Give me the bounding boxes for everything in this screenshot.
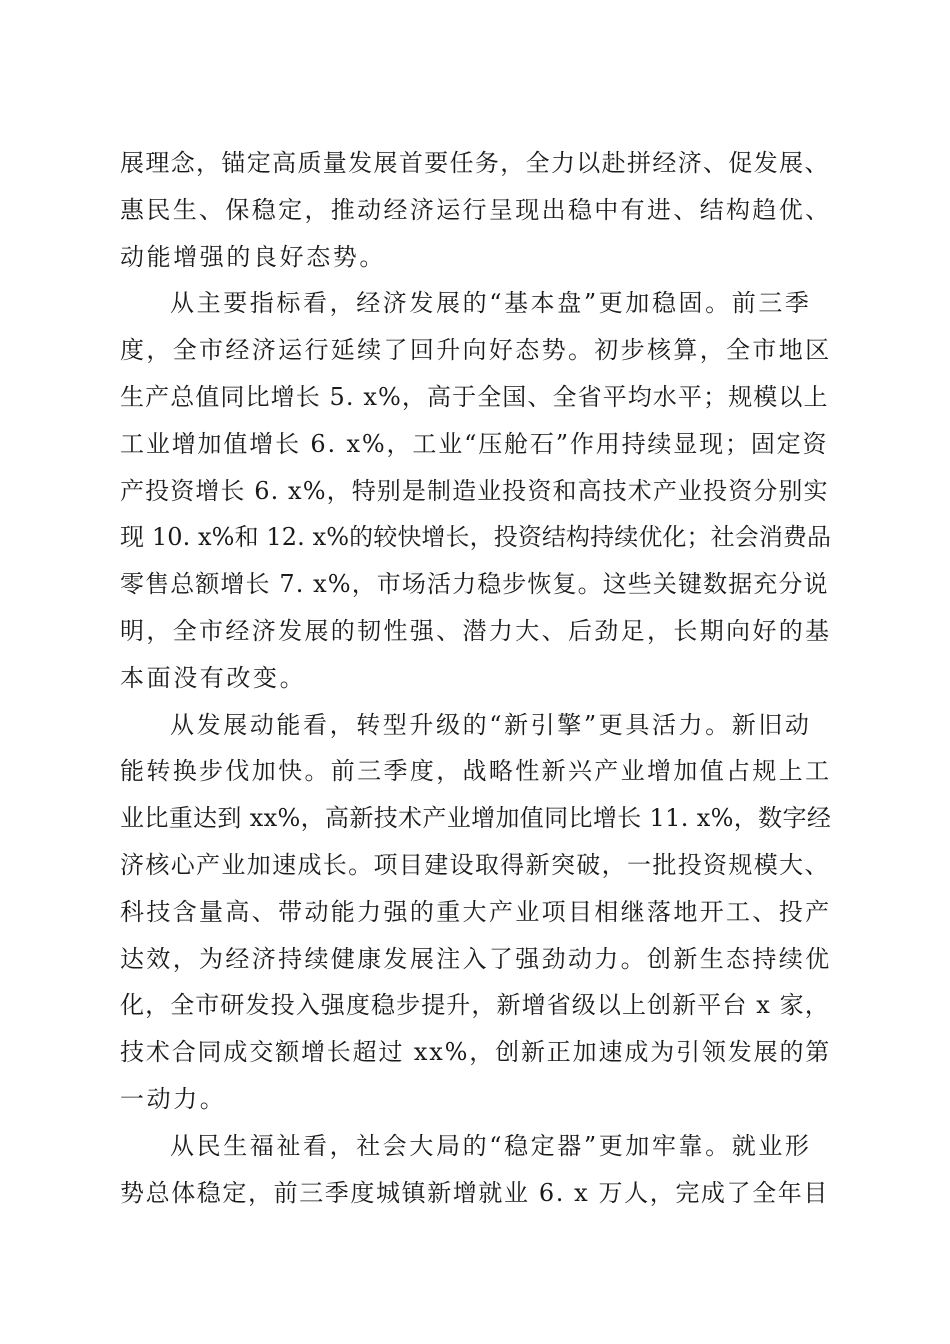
text-line: 现 10. x%和 12. x%的较快增长，投资结构持续优化；社会消费品: [120, 523, 832, 552]
text-line: 达效，为经济持续健康发展注入了强劲动力。创新生态持续优: [120, 944, 832, 973]
paragraph-livelihood: [120, 1123, 832, 1217]
text-line: 从发展动能看，转型升级的“新引擎”更具活力。新旧动: [170, 710, 812, 739]
text-line: 度，全市经济运行延续了回升向好态势。初步核算，全市地区: [120, 336, 832, 365]
text-line: 动能增强的良好态势。: [120, 242, 386, 271]
text-line: 从主要指标看，经济发展的“基本盘”更加稳固。前三季: [170, 289, 812, 318]
document-body: [120, 140, 832, 1216]
text-line: 本面没有改变。: [120, 663, 307, 692]
text-line: 业比重达到 xx%，高新技术产业增加值同比增长 11. x%，数字经: [120, 804, 832, 833]
text-line: 一动力。: [120, 1084, 227, 1113]
text-line: 从民生福祉看，社会大局的“稳定器”更加牢靠。就业形: [170, 1131, 812, 1160]
text-line: 技术合同成交额增长超过 xx%，创新正加速成为引领发展的第: [120, 1038, 832, 1067]
text-line: 工业增加值增长 6. x%，工业“压舱石”作用持续显现；固定资: [120, 429, 829, 458]
text-line: 明，全市经济发展的韧性强、潜力大、后劲足，长期向好的基: [120, 616, 832, 645]
text-line: 能转换步伐加快。前三季度，战略性新兴产业增加值占规上工: [120, 757, 832, 786]
text-line: 化，全市研发投入强度稳步提升，新增省级以上创新平台 x 家，: [120, 991, 830, 1020]
text-line: 展理念，锚定高质量发展首要任务，全力以赴拼经济、促发展、: [120, 149, 830, 177]
paragraph-main-indicators: [120, 280, 832, 701]
paragraph-development-momentum: [120, 702, 832, 1123]
text-line: 科技含量高、带动能力强的重大产业项目相继落地开工、投产: [120, 897, 832, 926]
text-line: 生产总值同比增长 5. x%，高于全国、全省平均水平；规模以上: [120, 382, 829, 411]
paragraph-intro: [120, 140, 832, 280]
text-line: 济核心产业加速成长。项目建设取得新突破，一批投资规模大、: [120, 850, 830, 879]
text-line: 零售总额增长 7. x%，市场活力稳步恢复。这些关键数据充分说: [120, 570, 829, 599]
text-line: 惠民生、保稳定，推动经济运行呈现出稳中有进、结构趋优、: [120, 195, 832, 224]
text-line: 产投资增长 6. x%，特别是制造业投资和高技术产业投资分别实: [120, 476, 829, 505]
text-line: 势总体稳定，前三季度城镇新增就业 6. x 万人，完成了全年目: [120, 1178, 829, 1207]
